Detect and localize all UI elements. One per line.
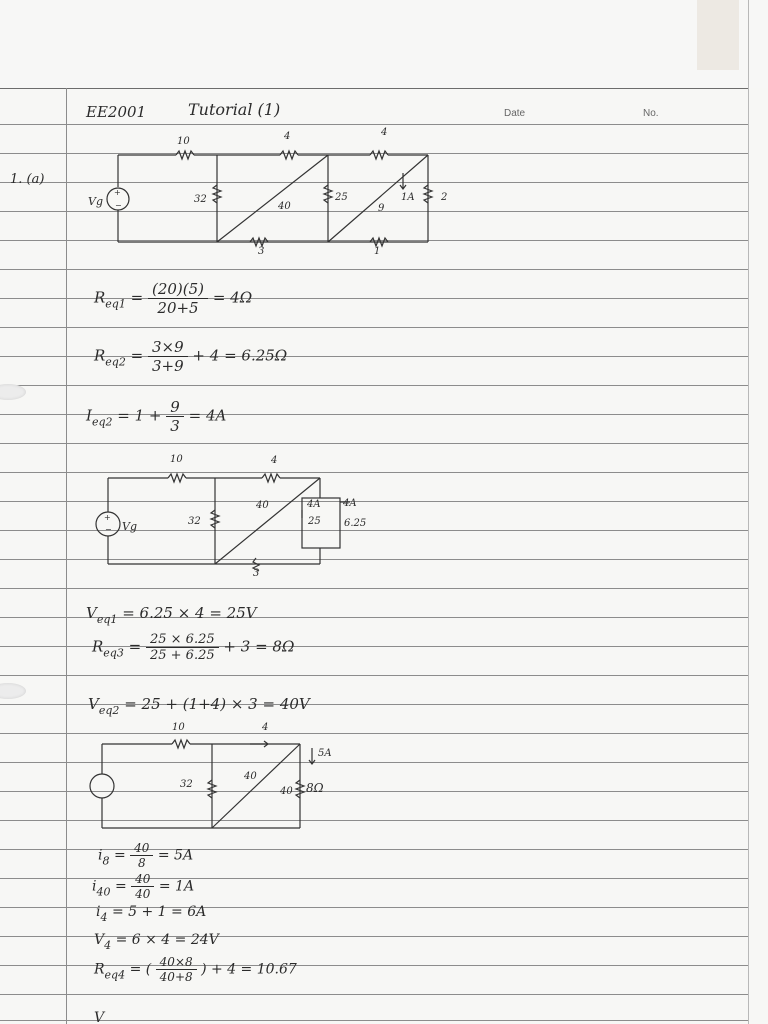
ruled-line [0, 994, 748, 995]
ruled-line [0, 269, 748, 270]
circuit3-r6: 8Ω [306, 781, 324, 795]
punch-hole [0, 683, 26, 699]
equation-i4: $i_4 = 5 + 1 = 6A$ [96, 904, 207, 924]
circuit3-current-label: 5A [318, 748, 332, 759]
circuit3-r3: 32 [180, 779, 193, 790]
equation-i8: $i_8$ = $\frac{40}{8}$ = 5A [98, 841, 194, 870]
svg-text:−: − [105, 525, 112, 534]
circuit1-source: Vg [88, 195, 103, 208]
ruled-line [0, 588, 748, 589]
circuit1-r6: 25 [335, 192, 348, 203]
question-label: 1. (a) [10, 172, 45, 187]
page-edge [748, 0, 749, 1024]
circuit1-r9: 2 [441, 192, 448, 203]
circuit2-source: Vg [122, 520, 137, 533]
circuit3-r4: 40 [244, 771, 257, 782]
course-code: EE2001 [86, 103, 147, 121]
circuit1-r4: 32 [194, 194, 207, 205]
ruled-line [0, 443, 748, 444]
equation-veq2: $V_{eq2} = 25 + (1+4) \times 3 = 40V$ [88, 695, 310, 717]
ruled-line [0, 327, 748, 328]
equation-veq1: $V_{eq1} = 6.25 \times 4 = 25V$ [86, 604, 257, 626]
equation-req1: $R_{eq1}$ = $\frac{(20)(5)}{20+5}$ = 4Ω [94, 280, 253, 317]
equation-req3: $R_{eq3}$ = $\frac{25 \times 6.25}{25 + 6.25}$ + 3 = 8Ω [92, 632, 295, 663]
circuit2-r3: 32 [188, 516, 201, 527]
circuit-diagram-3 [90, 730, 370, 835]
circuit3-r2: 4 [262, 722, 269, 733]
svg-text:+: + [104, 513, 111, 522]
circuit2-r2: 4 [271, 455, 278, 466]
circuit2-r1: 10 [170, 454, 183, 465]
number-label: No. [643, 108, 659, 119]
date-label: Date [504, 108, 526, 119]
circuit1-r3: 4 [381, 127, 388, 138]
circuit2-src-b: 4A [343, 498, 357, 509]
circuit2-r4: 40 [256, 500, 269, 511]
margin-line [66, 88, 67, 1024]
equation-partial: V [94, 1010, 105, 1024]
equation-ieq2: $I_{eq2} = 1$ + $\frac{9}{3}$ = 4A [86, 398, 227, 435]
equation-req4: $R_{eq4}$ = ( $\frac{40\times 8}{40+8}$ ) + 4 = 10.67 [94, 955, 297, 984]
circuit3-r1: 10 [172, 722, 185, 733]
circuit1-r8: 1A [401, 192, 415, 203]
ruled-line [0, 675, 748, 676]
ruled-line [0, 1020, 748, 1021]
equation-i40: $i_{40}$ = $\frac{40}{40}$ = 1A [92, 872, 195, 901]
svg-text:+: + [114, 188, 121, 197]
circuit2-r5: 3 [253, 568, 260, 579]
equation-v4: $V_4 = 6 \times 4 = 24V$ [94, 932, 219, 952]
equation-req2: $R_{eq2}$ = $\frac{3\times 9}{3+9}$ + 4 = 6.25Ω [94, 338, 288, 375]
circuit1-r2: 4 [284, 131, 291, 142]
circuit2-src-a: 4A [307, 499, 321, 510]
circuit2-r6: 25 [308, 516, 321, 527]
top-margin [0, 0, 768, 88]
ruled-line [0, 88, 748, 89]
page-title: Tutorial (1) [188, 100, 281, 119]
ruled-line [0, 385, 748, 386]
circuit1-r5: 40 [278, 201, 291, 212]
circuit1-r1: 10 [177, 136, 190, 147]
circuit2-r7: 6.25 [344, 518, 367, 529]
page-tab [697, 0, 739, 70]
circuit1-r10: 3 [258, 246, 265, 257]
circuit1-r11: 1 [374, 246, 381, 257]
circuit3-r5: 40 [280, 786, 293, 797]
circuit1-r7: 9 [378, 203, 385, 214]
svg-text:−: − [115, 201, 122, 210]
punch-hole [0, 384, 26, 400]
